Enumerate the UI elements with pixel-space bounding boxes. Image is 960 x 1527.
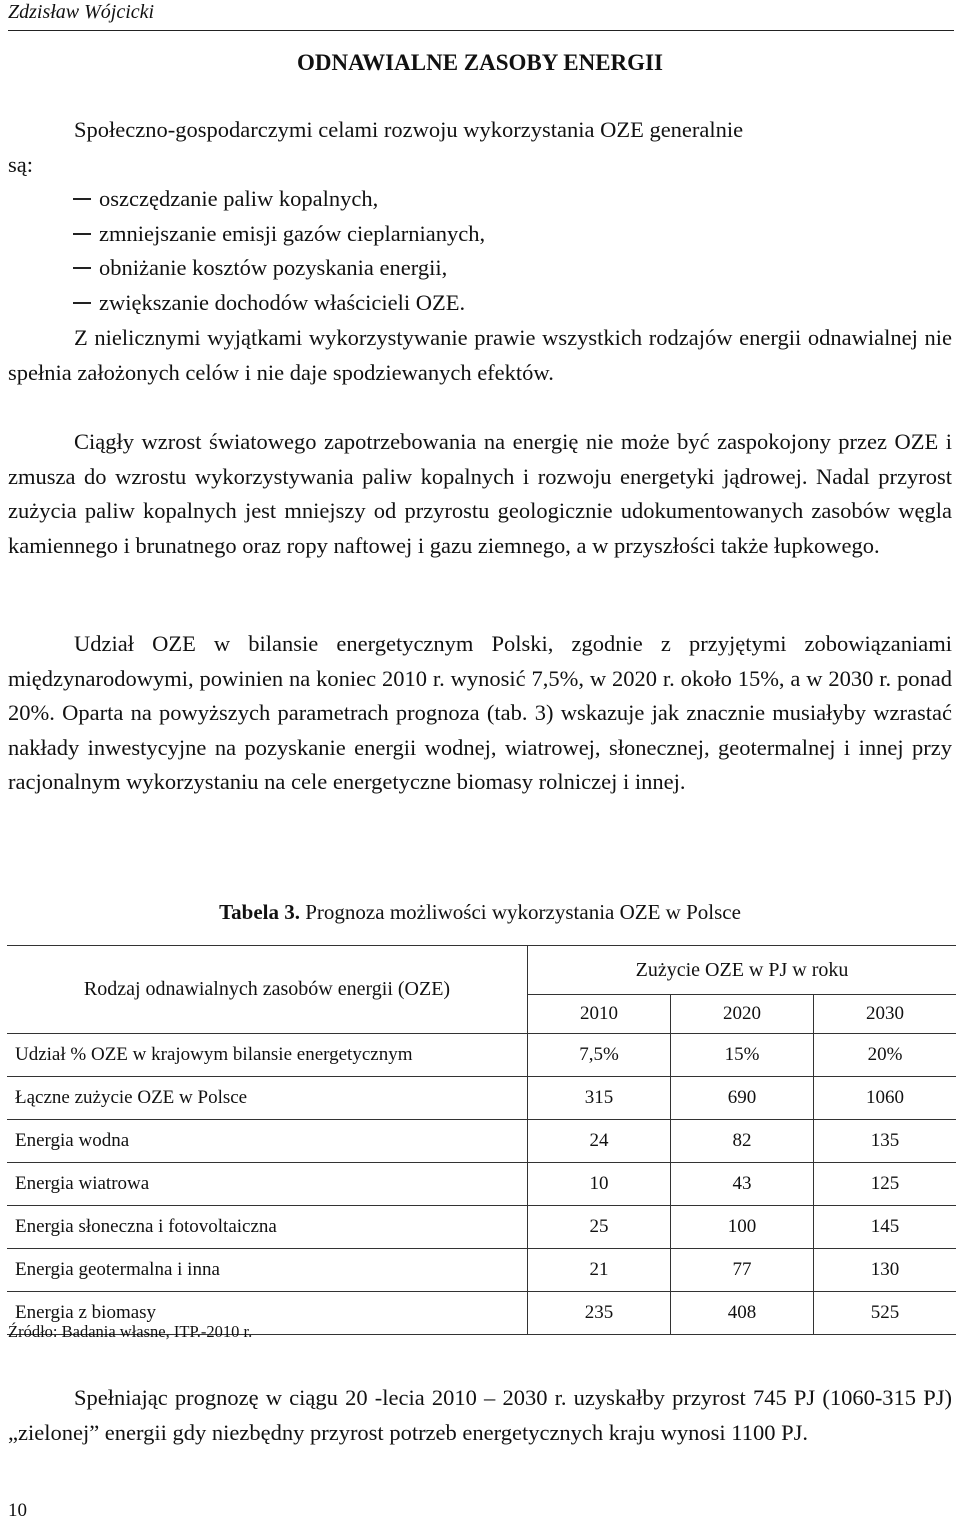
cell-value: 20% [814,1034,957,1077]
table-title: Prognoza możliwości wykorzystania OZE w Polsce [300,900,741,924]
cell-value: 77 [671,1249,814,1292]
cell-value: 15% [671,1034,814,1077]
dash-icon [73,302,91,304]
closing-paragraph: Spełniając prognozę w ciągu 20 -lecia 2010 – 2030 r. uzyskałby przyrost 745 PJ (1060-315 PJ) „zielonej” energii gdy niezbędny przyrost potrzeb energetycznych kraju wynosi 1100 PJ. [8,1385,952,1445]
bullet-item [73,182,378,217]
cell-value: 235 [528,1292,671,1335]
table-row [7,1120,956,1163]
cell-value: 125 [814,1163,957,1206]
cell-value: 24 [528,1120,671,1163]
intro-continuation: są: [8,152,33,177]
paragraph-3: Udział OZE w bilansie energetycznym Polski, zgodnie z przyjętymi zobowiązaniami międzynarodowymi, powinien na koniec 2010 r. wynosić 7,5%, w 2020 r. około 15%, a w 2030 r. ponad 20%. Oparta na powyższych parametrach prognoza (tab. 3) wskazuje jak znacznie musiałyby wzrastać nakłady inwestycyjne na pozyskanie energii wodnej, wiatrowej, słonecznej, geotermalnej i innej przy racjonalnym wykorzystaniu na cele energetyczne biomasy rolniczej i innej. [8,631,952,794]
cell-value: 525 [814,1292,957,1335]
running-header [8,0,954,31]
dash-icon [73,233,91,235]
row-label: Energia wiatrowa [7,1163,528,1206]
row-label: Energia z biomasy [7,1292,528,1335]
column-header-group: Zużycie OZE w PJ w roku [528,946,957,995]
dash-icon [73,267,91,269]
bullet-text: zwiększanie dochodów właścicieli OZE. [99,290,466,315]
table-number: Tabela 3. [219,900,300,924]
cell-value: 408 [671,1292,814,1335]
bullet-item [73,286,465,321]
row-label: Energia słoneczna i fotovoltaiczna [7,1206,528,1249]
cell-value: 1060 [814,1077,957,1120]
row-label: Energia geotermalna i inna [7,1249,528,1292]
table-row [7,1249,956,1292]
bullet-text: obniżanie kosztów pozyskania energii, [99,255,448,280]
paragraph-1: Z nielicznymi wyjątkami wykorzystywanie prawie wszystkich rodzajów energii odnawialnej nie spełnia założonych celów i nie daje spodziewanych efektów. [8,325,952,385]
cell-value: 82 [671,1120,814,1163]
cell-value: 690 [671,1077,814,1120]
table-row [7,1077,956,1120]
cell-value: 130 [814,1249,957,1292]
bullet-item [73,251,447,286]
cell-value: 315 [528,1077,671,1120]
year-header: 2030 [814,995,957,1034]
row-label: Udział % OZE w krajowym bilansie energetycznym [7,1034,528,1077]
year-header: 2020 [671,995,814,1034]
table-header-row [7,946,956,995]
table-row [7,1163,956,1206]
cell-value: 10 [528,1163,671,1206]
cell-value: 25 [528,1206,671,1249]
cell-value: 100 [671,1206,814,1249]
table-row [7,1206,956,1249]
bullet-item [73,217,485,252]
bullet-text: oszczędzanie paliw kopalnych, [99,186,379,211]
year-header: 2010 [528,995,671,1034]
cell-value: 43 [671,1163,814,1206]
table-row [7,1034,956,1077]
column-header-type: Rodzaj odnawialnych zasobów energii (OZE) [7,946,528,1034]
row-label: Energia wodna [7,1120,528,1163]
paragraph-2: Ciągły wzrost światowego zapotrzebowania na energię nie może być zaspokojony przez OZE i zmusza do wzrostu wykorzystywania paliw kopalnych i rozwoju energetyki jądrowej. Nadal przyrost zużycia paliw kopalnych jest mniejszy od przyrostu geologicznie udokumentowanych zasobów węgla kamiennego i brunatnego oraz ropy naftowej i gazu ziemnego, a w przyszłości także łupkowego. [8,429,952,558]
table-caption [0,900,960,925]
intro-line: Społeczno-gospodarczymi celami rozwoju wykorzystania OZE generalnie [74,117,744,142]
row-label: Łączne zużycie OZE w Polsce [7,1077,528,1120]
cell-value: 145 [814,1206,957,1249]
cell-value: 7,5% [528,1034,671,1077]
header-author: Zdzisław Wójcicki [8,1,155,23]
cell-value: 21 [528,1249,671,1292]
section-title: ODNAWIALNE ZASOBY ENERGII [297,50,663,75]
page-number: 10 [8,1500,27,1521]
dash-icon [73,198,91,200]
table-source: Źródło: Badania własne, ITP.-2010 r. [8,1322,253,1341]
forecast-table [7,945,956,1335]
cell-value: 135 [814,1120,957,1163]
bullet-text: zmniejszanie emisji gazów cieplarnianych, [99,221,486,246]
